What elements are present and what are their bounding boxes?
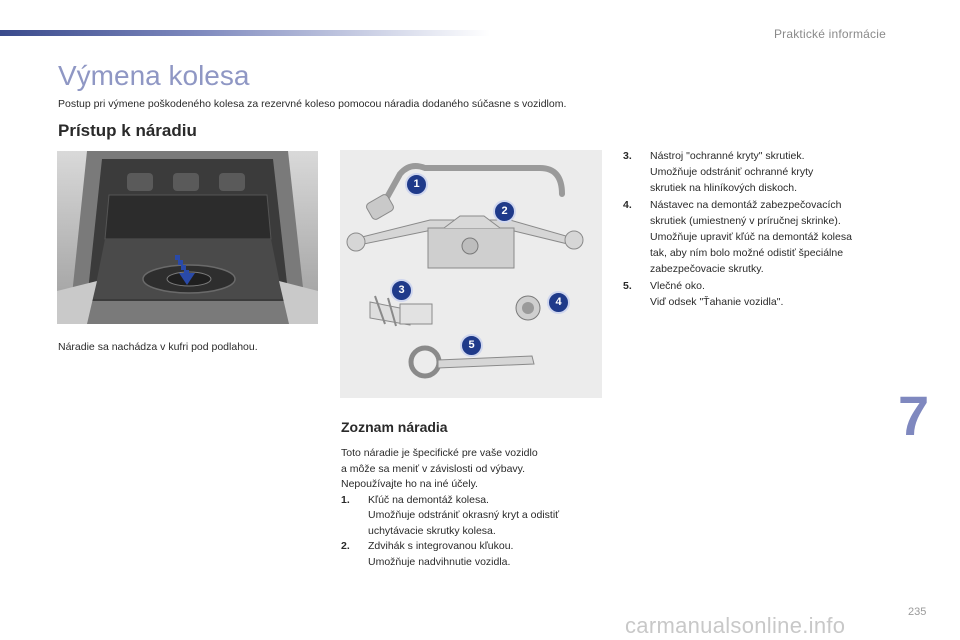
callout-badge-2: 2 <box>493 200 516 223</box>
trunk-caption: Náradie sa nachádza v kufri pod podlahou. <box>58 341 258 353</box>
tool-item-3 <box>623 148 898 197</box>
tool-item-line: Umožňuje upraviť kľúč na demontáž kolesa <box>650 231 852 244</box>
tool-item-line: Vlečné oko. <box>650 279 705 292</box>
tool-item-1 <box>341 493 611 540</box>
tool-item-line: Umožňuje odstrániť okrasný kryt a odistiť <box>368 509 560 521</box>
tools-list-right <box>623 148 898 310</box>
tool-item-line: Umožňuje odstrániť ochranné kryty <box>650 166 814 179</box>
page-title: Výmena kolesa <box>58 60 250 91</box>
tools-heading: Zoznam náradia <box>341 419 448 435</box>
page-number: 235 <box>908 606 927 618</box>
callout-badge-1: 1 <box>405 173 428 196</box>
access-heading: Prístup k náradiu <box>58 121 197 140</box>
tool-item-line: Umožňuje nadvihnutie vozidla. <box>368 555 511 568</box>
tool-item-line: uchytávacie skrutky kolesa. <box>368 524 496 537</box>
tool-item-5 <box>623 278 898 310</box>
tool-item-line: zabezpečovacie skrutky. <box>650 263 764 276</box>
trunk-photo <box>57 151 318 324</box>
tool-item-line: Kľúč na demontáž kolesa. <box>368 493 489 506</box>
tool-item-line: tak, aby ním bolo možné odistiť špeciálne <box>650 247 844 260</box>
tool-item-4 <box>623 197 898 278</box>
tool-item-line: Viď odsek "Ťahanie vozidla". <box>650 295 784 308</box>
tools-list-left <box>341 446 611 570</box>
callout-badge-3: 3 <box>390 279 413 302</box>
watermark: carmanualsonline.info <box>625 613 846 638</box>
callout-badge-5: 5 <box>460 334 483 357</box>
intro-line: a môže sa meniť v závislosti od výbavy. <box>341 462 526 475</box>
tool-item-line: Nástroj "ochranné kryty" skrutiek. <box>650 150 805 162</box>
intro-line: Toto náradie je špecifické pre vaše vozidlo <box>341 447 538 459</box>
section-header: Praktické informácie <box>773 27 886 41</box>
tool-item-number: 2. <box>341 540 350 552</box>
tool-item-number: 4. <box>623 198 632 211</box>
page-subtitle: Postup pri výmene poškodeného kolesa za rezervné koleso pomocou náradia dodaného súčasne s vozidlom. <box>58 98 567 110</box>
tool-item-number: 1. <box>341 493 350 506</box>
tool-item-2 <box>341 539 611 570</box>
tool-item-line: skrutiek (umiestnený v príručnej skrinke). <box>650 214 841 227</box>
tool-item-line: skrutiek na hliníkových diskoch. <box>650 182 798 195</box>
tool-item-line: Zdvihák s integrovanou kľukou. <box>368 540 514 552</box>
callout-badge-4: 4 <box>547 291 570 314</box>
intro-line: Nepoužívajte ho na iné účely. <box>341 478 478 490</box>
tool-item-number: 3. <box>623 150 632 162</box>
tool-item-line: Nástavec na demontáž zabezpečovacích <box>650 198 842 211</box>
chapter-number: 7 <box>898 384 930 447</box>
tool-item-number: 5. <box>623 279 632 292</box>
header-accent-bar <box>0 30 490 36</box>
tools-illustration <box>340 150 602 398</box>
